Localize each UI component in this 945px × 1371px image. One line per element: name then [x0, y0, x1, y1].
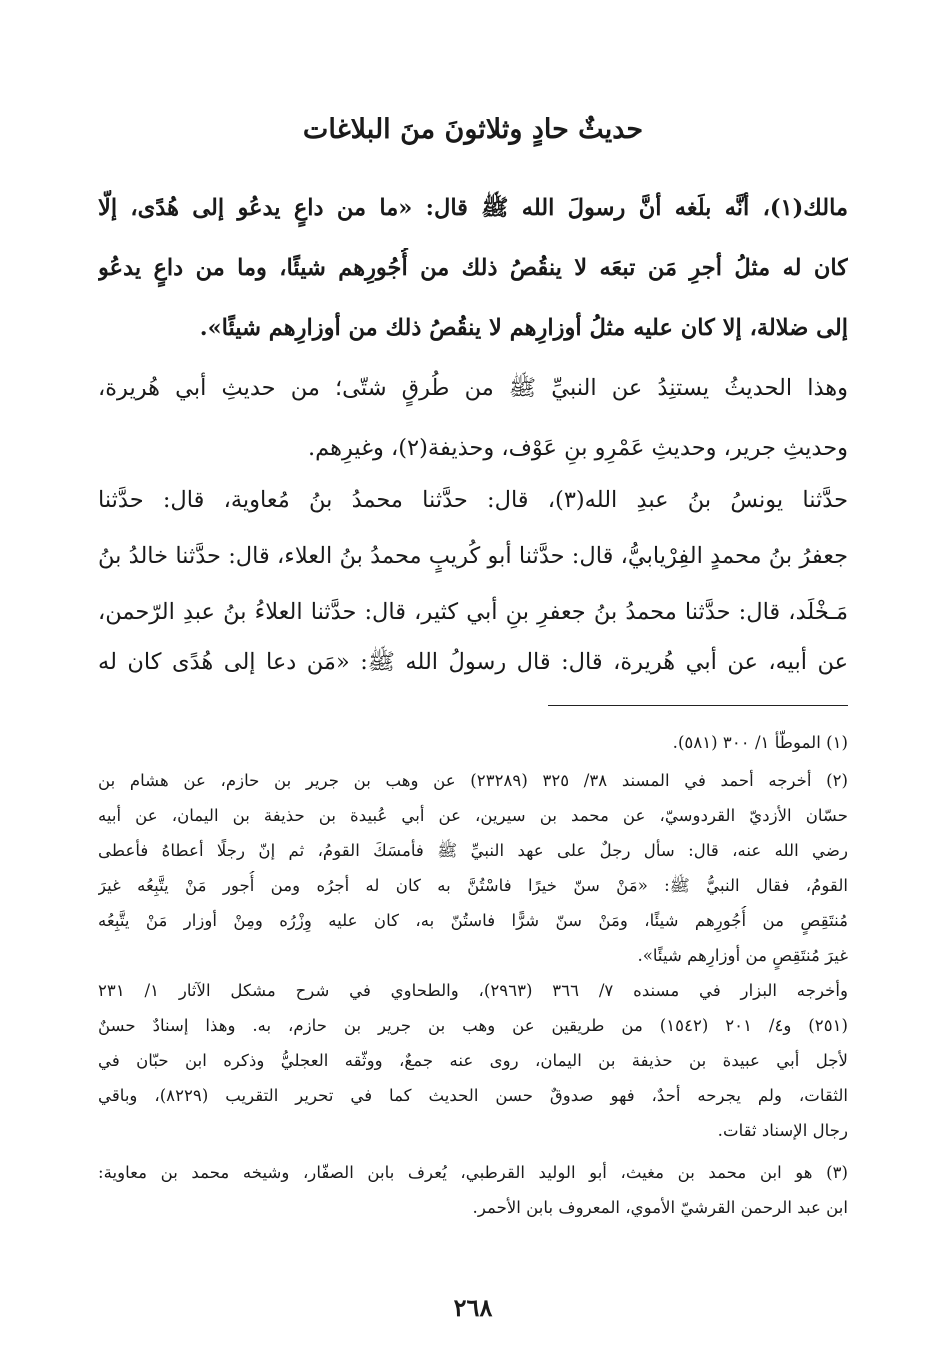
- footnote-2-line: مُنتَقِصٍ من أُجُورِهم شيئًا، ومَنْ سنّ شرًّا فاستُنّ به، كان عليه وِزْرُه ومِنْ أوزار مَنْ يتَّبِعُه: [98, 911, 848, 930]
- hadith-line: إلى ضلالة، إلا كان عليه مثلُ أوزارِهم لا ينقُصُ ذلك من أوزارِهم شيئًا».: [199, 315, 848, 341]
- footnote-2-cont-line: لأجل أبي عبيدة بن حذيفة بن اليمان، روى عنه جمعٌ، ووثّقه العجليُّ وذكره ابن حبّان في: [98, 1051, 848, 1070]
- body-line: وحديثِ جرير، وحديثِ عَمْرِو بنِ عَوْف، وحذيفة(٢)، وغيرِهم.: [308, 435, 848, 461]
- body-line: جعفرُ بنُ محمدٍ الفِرْيابيُّ، قال: حدَّثنا أبو كُريبٍ محمدُ بنُ العلاء، قال: حدَّثنا خالدُ بنُ: [98, 543, 848, 569]
- section-title: حديثٌ حادٍ وثلاثونَ منَ البلاغات: [302, 114, 644, 145]
- footnote-2-cont-line: (٢٥١) و٤/ ٢٠١ (١٥٤٢) من طريقين عن وهب بن جرير بن حازم، به. وهذا إسنادٌ حسنٌ: [98, 1016, 848, 1035]
- hadith-line: كان له مثلُ أجرِ مَن تبعَه لا ينقُصُ ذلك من أُجُورِهم شيئًا، وما من داعٍ يدعُو: [98, 255, 848, 281]
- footnote-3-line: ابن عبد الرحمن القرشيّ الأموي، المعروف بابن الأحمر.: [472, 1198, 848, 1217]
- footnote-2-cont-line: رجال الإسناد ثقات.: [717, 1121, 848, 1140]
- hadith-line: مالك(١)، أنَّه بلَغه أنَّ رسولَ الله ﷺ قال: «ما من داعٍ يدعُو إلى هُدًى، إلّا: [98, 195, 848, 221]
- page-number: ٢٦٨: [453, 1293, 493, 1322]
- footnote-2-line: القومُ، فقال النبيُّ ﷺ: «مَنْ سنّ خيرًا فاسْتُنَّ به كان له أجرُه ومن أُجور مَنْ يتَّبِعُه غيرَ: [98, 876, 848, 895]
- body-line: عن أبيه، عن أبي هُريرة، قال: قال رسولُ الله ﷺ: «مَن دعا إلى هُدًى كان له: [98, 649, 848, 675]
- footnote-2-line: حسّان الأزديّ القردوسيّ، عن محمد بن سيرين، عن أبي عُبيدة بن حذيفة بن اليمان، عن أبيه: [98, 806, 848, 825]
- body-line: حدَّثنا يونسُ بنُ عبدِ الله(٣)، قال: حدَّثنا محمدُ بنُ مُعاوية، قال: حدَّثنا: [98, 487, 848, 513]
- body-line: مَـخْلَد، قال: حدَّثنا محمدُ بنُ جعفرِ بنِ أبي كثير، قال: حدَّثنا العلاءُ بنُ عبدِ الرّحمن،: [98, 599, 848, 625]
- footnote-2-line: (٢) أخرجه أحمد في المسند ٣٨/ ٣٢٥ (٢٣٢٨٩) عن وهب بن جرير بن حازم، عن هشام بن: [98, 771, 848, 790]
- book-page: [98, 0, 848, 1371]
- footnote-2-cont-line: وأخرجه البزار في مسنده ٧/ ٣٦٦ (٢٩٦٣)، والطحاوي في شرح مشكل الآثار ١/ ٢٣١: [98, 981, 848, 1000]
- footnote-2-cont-line: الثقات، ولم يجرحه أحدٌ، فهو صدوقٌ حسن الحديث كما في تحرير التقريب (٨٢٢٩)، وباقي: [98, 1086, 848, 1105]
- footnote-2-line: رضي الله عنه، قال: سأل رجلٌ على عهد النبيِّ ﷺ فأمسَكَ القومُ، ثم إنّ رجلًا أعطاهُ فأعطى: [98, 841, 848, 860]
- body-line: وهذا الحديثُ يستنِدُ عن النبيِّ ﷺ من طُرقٍ شتّى؛ من حديثِ أبي هُريرة،: [98, 375, 848, 401]
- footnote-2-line: غيرَ مُنتَقِصٍ من أوزارِهم شيئًا».: [637, 946, 848, 965]
- footnote-separator: [548, 705, 848, 706]
- footnote-3-line: (٣) هو ابن محمد بن مغيث، أبو الوليد القرطبي، يُعرف بابن الصفّار، وشيخه محمد بن معاوية:: [98, 1163, 848, 1182]
- footnote-1: (١) الموطّأ ١/ ٣٠٠ (٥٨١).: [672, 733, 848, 752]
